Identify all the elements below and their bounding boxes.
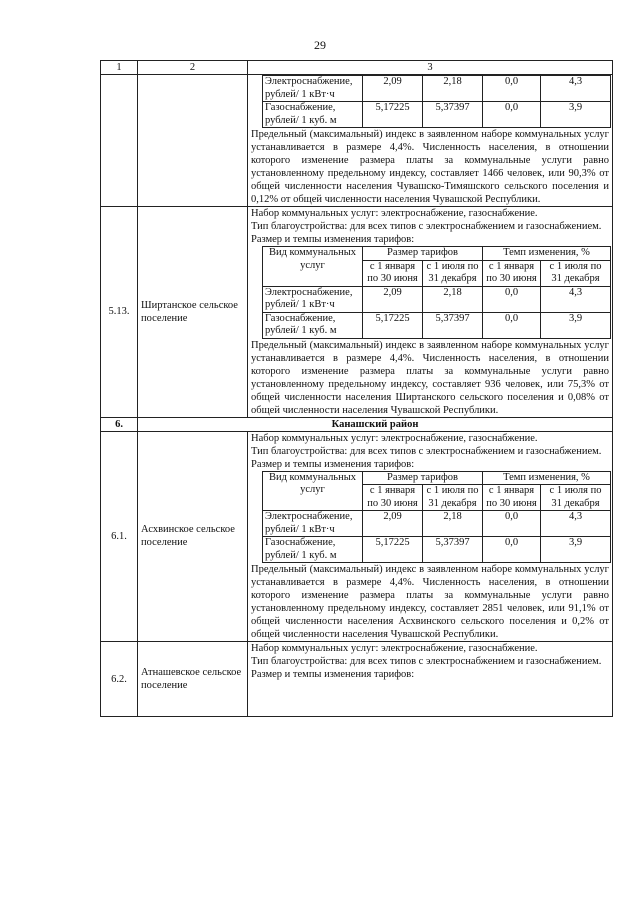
service-name: Газоснабжение, рублей/ 1 куб. м: [263, 312, 363, 338]
settlement-name: Асхвинское сельское поселение: [138, 431, 248, 642]
rate-value: 3,9: [541, 312, 611, 338]
tariff-value: 5,37397: [423, 312, 483, 338]
header-col-3: 3: [248, 61, 613, 75]
tariff-value: 2,09: [363, 511, 423, 537]
header-col-2: 2: [138, 61, 248, 75]
header-col-1: 1: [101, 61, 138, 75]
rate-value: 0,0: [483, 537, 541, 563]
tariff-title: Размер и темпы изменения тарифов:: [251, 669, 415, 680]
improvement-type: Тип благоустройства: для всех типов с электроснабжением и газоснабжением.: [251, 656, 602, 667]
service-name: Электроснабжение, рублей/ 1 кВт·ч: [263, 511, 363, 537]
tariff-value: 2,18: [423, 286, 483, 312]
rate-value: 4,3: [541, 511, 611, 537]
tariff-value: 2,18: [423, 511, 483, 537]
region-name: Канашский район: [138, 417, 613, 431]
service-name: Электроснабжение, рублей/ 1 кВт·ч: [263, 286, 363, 312]
section-text: Предельный (максимальный) индекс в заявленном наборе коммунальных услуг устанавливается в размере 4,4%. Численность населения, в отношении которого изменение размера платы за коммунальные услуги равно установленному предельному индексу, составляет 2851 человек, или 91,1% от общей численности населения Асхвинского сельского поселения и 0,2% от общей численности населения Чувашской Республики.: [251, 564, 609, 640]
tariff-subtable: [262, 471, 611, 564]
tariff-title: Размер и темпы изменения тарифов:: [251, 234, 415, 245]
rate-value: 0,0: [483, 511, 541, 537]
service-type-header: Вид коммунальных услуг: [263, 247, 363, 287]
tariff-value: 5,17225: [363, 537, 423, 563]
header-row: [101, 61, 613, 75]
rate-value: 3,9: [541, 102, 611, 128]
section-6-2: [101, 642, 613, 717]
service-type-header: Вид коммунальных услуг: [263, 471, 363, 511]
tariff-value: 5,17225: [363, 102, 423, 128]
rate-change-header: Темп изменения, %: [483, 247, 611, 261]
tariff-row: [263, 537, 611, 563]
tariff-subtable-top: [262, 75, 611, 128]
section-text: Предельный (максимальный) индекс в заявленном наборе коммунальных услуг устанавливается в размере 4,4%. Численность населения, в отношении которого изменение размера платы за коммунальные услуги равно установленному предельному индексу, составляет 936 человек, или 75,3% от общей численности населения Ширтанского сельского поселения и 0,08% от общей численности населения Чувашской Республики.: [251, 339, 609, 416]
settlement-name: Ширтанское сельское поселение: [138, 207, 248, 418]
period-header: с 1 июля по 31 декабря: [423, 485, 483, 511]
period-header: с 1 января по 30 июня: [363, 260, 423, 286]
period-header: с 1 июля по 31 декабря: [423, 260, 483, 286]
period-header: с 1 января по 30 июня: [363, 485, 423, 511]
tariff-table: [100, 60, 613, 717]
tariff-value: 5,37397: [423, 102, 483, 128]
services-set: Набор коммунальных услуг: электроснабжение, газоснабжение.: [251, 208, 538, 219]
tariff-row: [263, 286, 611, 312]
tariff-size-header: Размер тарифов: [363, 247, 483, 261]
region-row: [101, 417, 613, 431]
section-number: 6.1.: [101, 431, 138, 642]
page-number: 29: [314, 38, 326, 52]
period-header: с 1 января по 30 июня: [483, 485, 541, 511]
tariff-size-header: Размер тарифов: [363, 471, 483, 485]
rate-change-header: Темп изменения, %: [483, 471, 611, 485]
services-set: Набор коммунальных услуг: электроснабжение, газоснабжение.: [251, 643, 538, 654]
improvement-type: Тип благоустройства: для всех типов с электроснабжением и газоснабжением.: [251, 445, 602, 457]
tariff-title: Размер и темпы изменения тарифов:: [251, 458, 415, 470]
services-set: Набор коммунальных услуг: электроснабжение, газоснабжение.: [251, 432, 538, 444]
tariff-subtable: [262, 246, 611, 339]
rate-value: 0,0: [483, 76, 541, 102]
rate-value: 0,0: [483, 286, 541, 312]
period-header: с 1 июля по 31 декабря: [541, 485, 611, 511]
service-name: Газоснабжение, рублей/ 1 куб. м: [263, 537, 363, 563]
tariff-row: [263, 511, 611, 537]
tariff-row: [263, 102, 611, 128]
tariff-value: 2,09: [363, 76, 423, 102]
period-header: с 1 января по 30 июня: [483, 260, 541, 286]
rate-value: 3,9: [541, 537, 611, 563]
rate-value: 0,0: [483, 102, 541, 128]
section-text: Предельный (максимальный) индекс в заявленном наборе коммунальных услуг устанавливается в размере 4,4%. Численность населения, в отношении которого изменение размера платы за коммунальные услуги равно установленному предельному индексу, составляет 1466 человек, или 90,3% от общей численности населения Чувашско-Тимяшского сельского поселения и 0,12% от общей численности населения Чувашской Республики.: [251, 129, 609, 205]
settlement-name: Атнашевское сельское поселение: [138, 642, 248, 717]
region-number: 6.: [101, 417, 138, 431]
period-header: с 1 июля по 31 декабря: [541, 260, 611, 286]
tariff-value: 5,37397: [423, 537, 483, 563]
section-continuation: [101, 75, 613, 207]
section-6-1: [101, 431, 613, 642]
improvement-type: Тип благоустройства: для всех типов с электроснабжением и газоснабжением.: [251, 221, 602, 232]
section-number: 6.2.: [101, 642, 138, 717]
tariff-value: 2,18: [423, 76, 483, 102]
tariff-value: 2,09: [363, 286, 423, 312]
section-number: 5.13.: [101, 207, 138, 418]
service-name: Газоснабжение, рублей/ 1 куб. м: [263, 102, 363, 128]
rate-value: 0,0: [483, 312, 541, 338]
tariff-value: 5,17225: [363, 312, 423, 338]
service-name: Электроснабжение, рублей/ 1 кВт·ч: [263, 76, 363, 102]
rate-value: 4,3: [541, 286, 611, 312]
section-5-13: [101, 207, 613, 418]
tariff-row: [263, 76, 611, 102]
tariff-row: [263, 312, 611, 338]
rate-value: 4,3: [541, 76, 611, 102]
